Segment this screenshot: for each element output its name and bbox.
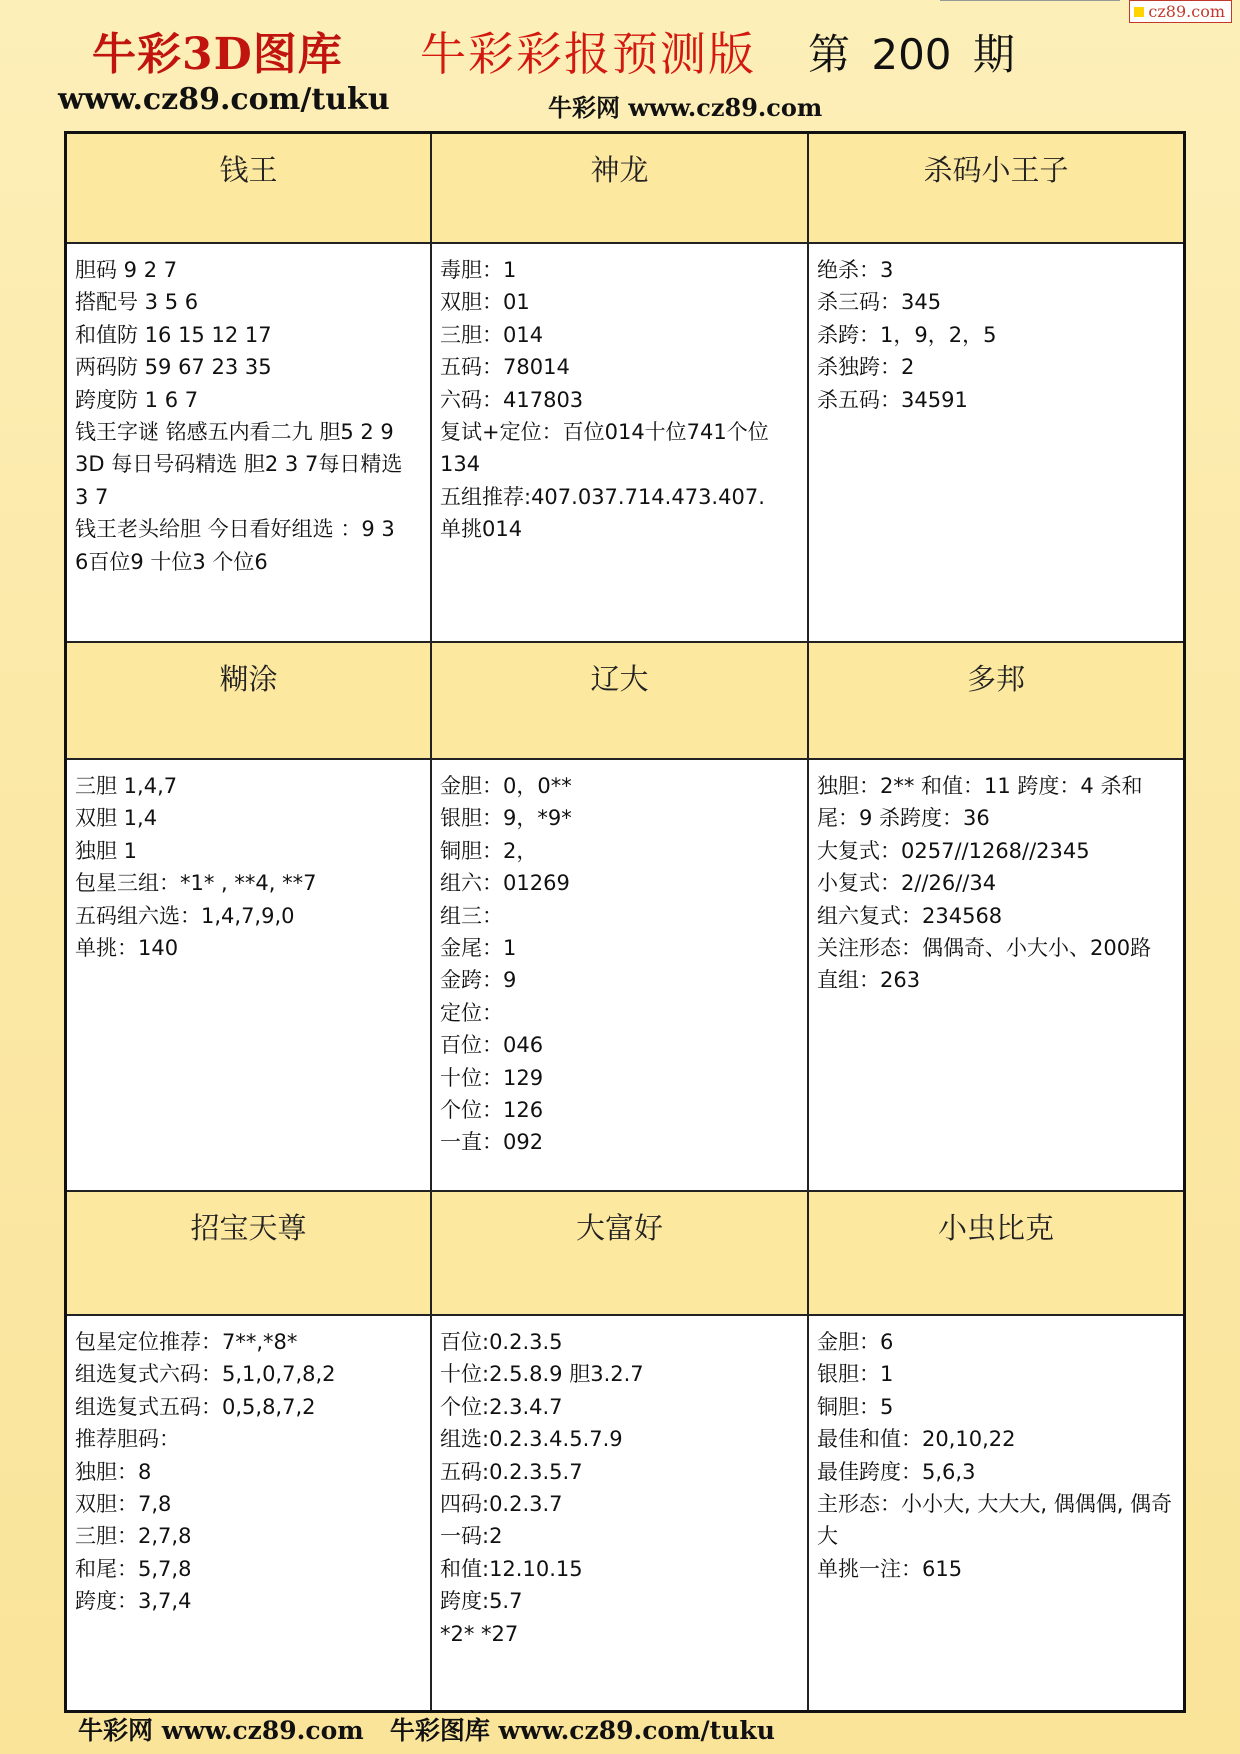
prediction-line: 十位：129 xyxy=(440,1065,544,1090)
section-header: 招宝天尊 xyxy=(67,1192,432,1316)
section-body xyxy=(67,760,432,1192)
prediction-line: 组六：01269 xyxy=(440,871,570,896)
prediction-line: 三胆 1,4,7 xyxy=(75,774,178,798)
prediction-line: 单挑014 xyxy=(440,517,523,542)
prediction-line: 复试+定位：百位014十位741个位 xyxy=(440,420,769,445)
prediction-line: 组六复式：234568 xyxy=(817,903,1003,928)
prediction-line: 十位:2.5.8.9 胆3.2.7 xyxy=(440,1362,644,1387)
prediction-line: 百位：046 xyxy=(440,1033,544,1058)
prediction-line: 五码:0.2.3.5.7 xyxy=(440,1459,583,1484)
section-body xyxy=(432,1316,809,1710)
prediction-line: 两码防 59 67 23 35 xyxy=(75,355,272,380)
prediction-line: 3 7 xyxy=(75,484,109,509)
prediction-line: 金胆：0，0** xyxy=(440,774,572,798)
top-rule xyxy=(940,0,1120,1)
section-header: 小虫比克 xyxy=(809,1192,1183,1316)
prediction-line: 银胆：9，*9* xyxy=(440,806,572,831)
prediction-line: 三胆：014 xyxy=(440,322,544,347)
prediction-line: 金胆：6 xyxy=(817,1330,894,1354)
prediction-line: 和尾：5,7,8 xyxy=(75,1556,192,1581)
prediction-line: 双胆 1,4 xyxy=(75,806,158,831)
prediction-line: 主形态：小小大, 大大大, 偶偶偶, 偶奇 xyxy=(817,1492,1173,1517)
prediction-line: 杀跨：1，9，2，5 xyxy=(817,322,997,347)
prediction-line: 最佳跨度：5,6,3 xyxy=(817,1459,976,1484)
section-body xyxy=(67,244,432,643)
section-body xyxy=(432,244,809,643)
prediction-line: 钱王老头给胆 今日看好组选 ：9 3 xyxy=(75,517,395,542)
prediction-line: *2* *27 xyxy=(440,1621,519,1646)
prediction-line: 单挑一注：615 xyxy=(817,1556,963,1581)
prediction-line: 金跨：9 xyxy=(440,968,517,993)
prediction-line: 推荐胆码： xyxy=(75,1427,180,1452)
section-header: 神龙 xyxy=(432,134,809,244)
site-badge-text: cz89.com xyxy=(1148,2,1225,21)
prediction-line: 三胆：2,7,8 xyxy=(75,1524,192,1549)
issue-number: 第 200 期 xyxy=(808,30,1015,79)
section-header: 辽大 xyxy=(432,643,809,760)
prediction-line: 组选复式六码：5,1,0,7,8,2 xyxy=(75,1362,336,1387)
prediction-line: 134 xyxy=(440,452,481,477)
prediction-line: 大复式：0257//1268//2345 xyxy=(817,838,1090,863)
section-header: 钱王 xyxy=(67,134,432,244)
prediction-line: 一直：092 xyxy=(440,1130,544,1155)
footer-links[interactable]: 牛彩网 www.cz89.com 牛彩图库 www.cz89.com/tuku xyxy=(78,1716,775,1745)
prediction-line: 小复式：2//26//34 xyxy=(817,871,997,896)
tuku-url[interactable]: www.cz89.com/tuku xyxy=(58,82,390,117)
prediction-line: 定位： xyxy=(440,1000,503,1025)
prediction-line: 胆码 9 2 7 xyxy=(75,258,178,282)
site-badge[interactable] xyxy=(1129,0,1232,23)
prediction-line: 3D 每日号码精选 胆2 3 7每日精选 xyxy=(75,452,403,477)
section-header: 多邦 xyxy=(809,643,1183,760)
prediction-line: 独胆：2** 和值：11 跨度：4 杀和 xyxy=(817,774,1143,798)
yellow-square-icon xyxy=(1134,7,1144,17)
prediction-line: 组选:0.2.3.4.5.7.9 xyxy=(440,1427,623,1452)
page-title: 牛彩彩报预测版 xyxy=(420,27,756,81)
prediction-line: 跨度防 1 6 7 xyxy=(75,387,199,412)
prediction-line: 铜胆：2， xyxy=(440,838,538,863)
prediction-line: 杀独跨：2 xyxy=(817,355,915,380)
section-header: 糊涂 xyxy=(67,643,432,760)
prediction-line: 钱王字谜 铭感五内看二九 胆5 2 9 xyxy=(75,420,394,445)
prediction-line: 六码：417803 xyxy=(440,387,584,412)
prediction-line: 独胆 1 xyxy=(75,838,138,863)
prediction-line: 银胆：1 xyxy=(817,1362,894,1387)
section-body xyxy=(809,244,1183,643)
brand-title: 牛彩3D图库 xyxy=(92,29,343,80)
prediction-line: 和值:12.10.15 xyxy=(440,1556,583,1581)
prediction-line: 尾：9 杀跨度：36 xyxy=(817,806,990,831)
prediction-line: 单挑：140 xyxy=(75,936,179,961)
section-body xyxy=(809,1316,1183,1710)
prediction-line: 包星定位推荐：7**,*8* xyxy=(75,1330,298,1354)
prediction-line: 包星三组：*1* , **4, **7 xyxy=(75,871,317,896)
prediction-line: 独胆：8 xyxy=(75,1459,152,1484)
prediction-line: 最佳和值：20,10,22 xyxy=(817,1427,1016,1452)
prediction-line: 和值防 16 15 12 17 xyxy=(75,322,272,347)
prediction-line: 跨度:5.7 xyxy=(440,1589,523,1614)
prediction-line: 五码组六选：1,4,7,9,0 xyxy=(75,903,295,928)
site-url[interactable]: 牛彩网 www.cz89.com xyxy=(548,93,823,122)
prediction-line: 百位:0.2.3.5 xyxy=(440,1330,563,1354)
prediction-line: 大 xyxy=(817,1524,838,1549)
prediction-line: 双胆：01 xyxy=(440,290,530,315)
section-body xyxy=(809,760,1183,1192)
prediction-grid xyxy=(64,131,1186,1713)
section-body xyxy=(432,760,809,1192)
prediction-line: 个位:2.3.4.7 xyxy=(440,1394,563,1419)
prediction-line: 个位：126 xyxy=(440,1098,544,1123)
section-header: 杀码小王子 xyxy=(809,134,1183,244)
prediction-line: 组选复式五码：0,5,8,7,2 xyxy=(75,1394,316,1419)
prediction-line: 搭配号 3 5 6 xyxy=(75,290,199,315)
prediction-line: 铜胆：5 xyxy=(817,1394,894,1419)
prediction-line: 6百位9 十位3 个位6 xyxy=(75,549,268,574)
prediction-line: 杀三码：345 xyxy=(817,290,942,315)
prediction-line: 一码:2 xyxy=(440,1524,503,1549)
prediction-line: 绝杀：3 xyxy=(817,258,894,282)
prediction-line: 关注形态：偶偶奇、小大小、200路 xyxy=(817,936,1152,961)
section-body xyxy=(67,1316,432,1710)
prediction-line: 金尾：1 xyxy=(440,936,517,961)
prediction-line: 毒胆：1 xyxy=(440,258,517,282)
prediction-line: 双胆：7,8 xyxy=(75,1492,172,1517)
section-header: 大富好 xyxy=(432,1192,809,1316)
prediction-line: 四码:0.2.3.7 xyxy=(440,1492,563,1517)
prediction-line: 杀五码：34591 xyxy=(817,387,968,412)
prediction-line: 直组：263 xyxy=(817,968,921,993)
prediction-line: 组三： xyxy=(440,903,503,928)
prediction-line: 跨度：3,7,4 xyxy=(75,1589,192,1614)
prediction-line: 五码：78014 xyxy=(440,355,570,380)
prediction-line: 五组推荐:407.037.714.473.407. xyxy=(440,484,765,509)
